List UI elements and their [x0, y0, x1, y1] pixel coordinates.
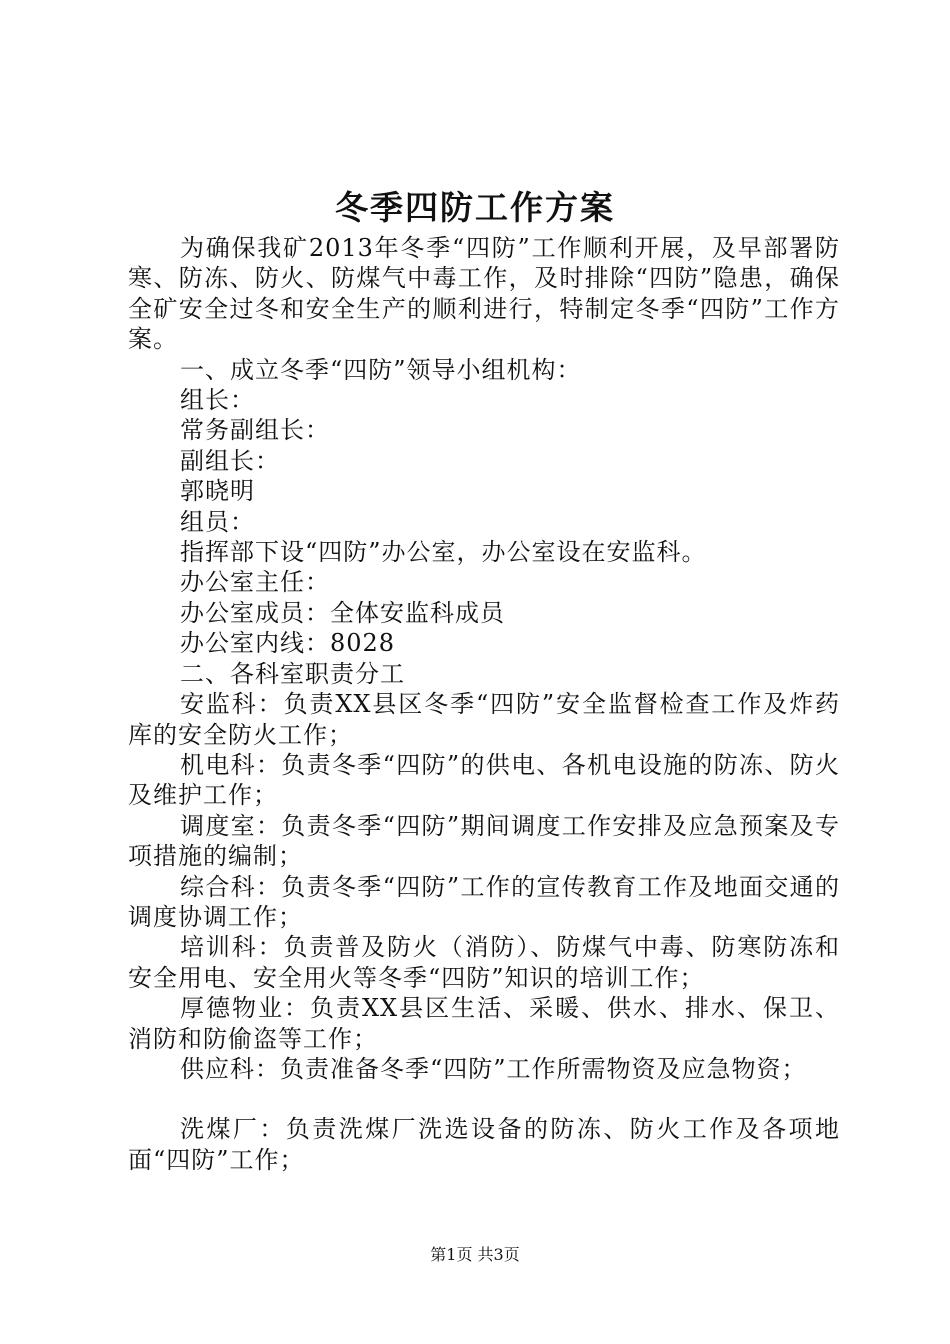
duty-general-dept: 综合科：负责冬季“四防”工作的宣传教育工作及地面交通的调度协调工作； — [128, 872, 840, 931]
office-members: 办公室成员：全体安监科成员 — [180, 598, 505, 627]
section-heading-1: 一、成立冬季“四防”领导小组机构： — [180, 355, 582, 384]
role-leader: 组长： — [180, 386, 255, 415]
duty-property-mgmt: 厚德物业：负责XX县区生活、采暖、供水、排水、保卫、消防和防偷盗等工作； — [128, 994, 840, 1053]
page-number-footer: 第1页 共3页 — [430, 1245, 520, 1264]
duty-dispatch-room: 调度室：负责冬季“四防”期间调度工作安排及应急预案及专项措施的编制； — [128, 811, 840, 871]
duty-safety-dept: 安监科：负责XX县区冬季“四防”安全监督检查工作及炸药库的安全防火工作； — [128, 690, 840, 749]
section-heading-2: 二、各科室职责分工 — [180, 659, 405, 688]
role-deputy: 副组长： — [180, 446, 280, 475]
duty-training-dept: 培训科：负责普及防火（消防）、防煤气中毒、防寒防冻和安全用电、安全用火等冬季“四防”知识的培训工作； — [128, 933, 840, 992]
office-director: 办公室主任： — [180, 568, 330, 597]
office-setup: 指挥部下设“四防”办公室，办公室设在安监科。 — [180, 538, 707, 567]
office-phone: 办公室内线：8028 — [180, 629, 396, 658]
document-body — [128, 233, 840, 1175]
intro-paragraph: 为确保我矿2013年冬季“四防”工作顺利开展，及早部署防寒、防冻、防火、防煤气中毒工作，及时排除“四防”隐患，确保全矿安全过冬和安全生产的顺利进行，特制定冬季“四防”工作方案。 — [128, 234, 840, 354]
duty-supply-dept: 供应科：负责准备冬季“四防”工作所需物资及应急物资； — [180, 1054, 807, 1083]
duty-electromech-dept: 机电科：负责冬季“四防”的供电、各机电设施的防冻、防火及维护工作； — [128, 750, 840, 810]
member-name: 郭晓明 — [180, 477, 255, 506]
role-members: 组员： — [180, 507, 255, 536]
document-title: 冬季四防工作方案 — [335, 188, 615, 227]
role-executive-deputy: 常务副组长： — [180, 416, 330, 445]
duty-coal-washing-plant: 洗煤厂：负责洗煤厂洗选设备的防冻、防火工作及各项地面“四防”工作； — [128, 1115, 840, 1174]
